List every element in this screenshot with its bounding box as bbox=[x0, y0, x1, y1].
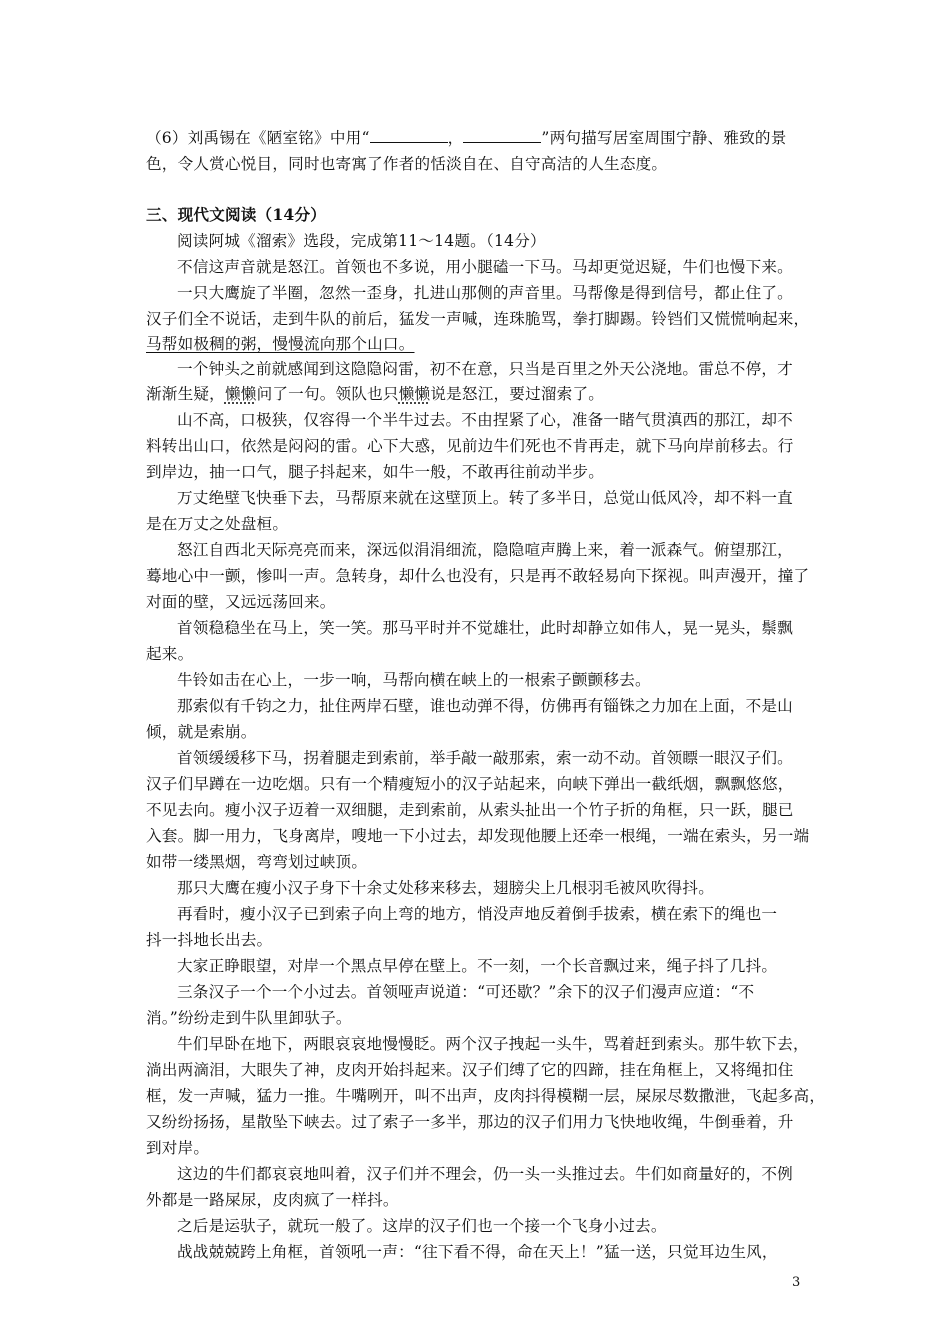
passage-line: 战战兢兢跨上角框，首领吼一声：“往下看不得，命在天上！”猛一送，只觉耳边生风， bbox=[177, 1243, 778, 1261]
passage-line: 外都是一路屎尿，皮肉疯了一样抖。 bbox=[146, 1191, 399, 1209]
passage-line: 首领稳稳坐在马上，笑一笑。那马平时并不觉雄壮，此时却静立如伟人，晃一晃头，鬃飘 bbox=[177, 619, 793, 637]
passage-line: 大家正睁眼望，对岸一个黑点早停在壁上。不一刻，一个长音飘过来，绳子抖了几抖。 bbox=[177, 957, 778, 975]
passage-line bbox=[146, 384, 604, 404]
passage-line: 这边的牛们都哀哀地叫着，汉子们并不理会，仍一头一头推过去。牛们如商量好的，不例 bbox=[177, 1165, 793, 1183]
emphasis-word: 懒懒 bbox=[398, 385, 431, 403]
q6-text-b: ”两句描写居室周围宁静、雅致的景 bbox=[541, 129, 787, 147]
passage-line: 如带一缕黑烟，弯弯划过峡顶。 bbox=[146, 853, 368, 871]
passage-line: 淌出两滴泪，大眼失了神，皮肉开始抖起来。汉子们缚了它的四蹄，挂在角框上，又将绳扣住 bbox=[146, 1061, 794, 1079]
question-6-line-2: 色，令人赏心悦目，同时也寄寓了作者的恬淡自在、自守高洁的人生态度。 bbox=[146, 155, 668, 173]
passage-line: 到对岸。 bbox=[146, 1139, 210, 1157]
emphasis-word: 懒懒 bbox=[224, 385, 257, 403]
passage-line: 一个钟头之前就感闻到这隐隐闷雷，初不在意，只当是百里之外天公浇地。雷总不停，才 bbox=[177, 360, 793, 378]
passage-line: 一只大鹰旋了半圈，忽然一歪身，扎进山那侧的声音里。马帮像是得到信号，都止住了。 bbox=[177, 284, 793, 302]
passage-line: 到岸边，抽一口气，腿子抖起来，如牛一般，不敢再往前动半步。 bbox=[146, 463, 605, 481]
passage-line: 不信这声音就是怒江。首领也不多说，用小腿磕一下马。马却更觉迟疑，牛们也慢下来。 bbox=[177, 258, 793, 276]
passage-line: 再看时，瘦小汉子已到索子向上弯的地方，悄没声地反着倒手拔索，横在索下的绳也一 bbox=[177, 905, 778, 923]
passage-line: 框，发一声喊，猛力一推。牛嘴咧开，叫不出声，皮肉抖得模糊一层，屎尿尽数撒泄，飞起多高， bbox=[146, 1087, 826, 1105]
passage-line: 牛铃如击在心上，一步一响，马帮向横在峡上的一根索子颤颤移去。 bbox=[177, 671, 651, 689]
passage-line: 不见去向。瘦小汉子迈着一双细腿，走到索前，从索头扯出一个竹子折的角框，只一跃，腿已 bbox=[146, 801, 794, 819]
passage-line: 怒江自西北天际亮亮而来，深远似涓涓细流，隐隐喧声腾上来，着一派森气。俯望那江， bbox=[177, 541, 793, 559]
answer-blank-2[interactable] bbox=[463, 128, 541, 143]
passage-line: 牛们早卧在地下，两眼哀哀地慢慢眨。两个汉子拽起一头牛，骂着赶到索头。那牛软下去， bbox=[177, 1035, 809, 1053]
section-title: 三、现代文阅读（14分） bbox=[146, 205, 327, 224]
passage-line: 山不高，口极狭，仅容得一个半牛过去。不由捏紧了心，准备一睹气贯滇西的那江，却不 bbox=[177, 411, 793, 429]
passage-line: 蓦地心中一颤，惨叫一声。急转身，却什么也没有，只是再不敢轻易向下探视。叫声漫开，撞了 bbox=[146, 567, 810, 585]
q6-separator: ， bbox=[447, 129, 464, 147]
passage-line: 料转出山口，依然是闷闷的雷。心下大惑，见前边牛们死也不肯再走，就下马向岸前移去。行 bbox=[146, 437, 794, 455]
page-number: 3 bbox=[792, 1275, 801, 1290]
q6-text-a: （6）刘禹锡在《陋室铭》中用“ bbox=[146, 129, 370, 147]
passage-line: 是在万丈之处盘桓。 bbox=[146, 515, 289, 533]
section-intro: 阅读阿城《溜索》选段，完成第11～14题。（14分） bbox=[177, 232, 546, 250]
passage-line: 汉子们全不说话，走到牛队的前后，猛发一声喊，连珠脆骂，拳打脚踢。铃铛们又慌慌响起来， bbox=[146, 310, 810, 328]
passage-line: 抖一抖地长出去。 bbox=[146, 931, 273, 949]
passage-line: 三条汉子一个一个小过去。首领哑声说道：“可还歇？”余下的汉子们漫声应道：“不 bbox=[177, 983, 755, 1001]
passage-line: 之后是运驮子，就玩一般了。这岸的汉子们也一个接一个飞身小过去。 bbox=[177, 1217, 667, 1235]
passage-line: 消。”纷纷走到牛队里卸驮子。 bbox=[146, 1009, 352, 1027]
passage-line: 首领缓缓移下马，拐着腿走到索前，举手敲一敲那索，索一动不动。首领瞟一眼汉子们。 bbox=[177, 749, 793, 767]
passage-line: 又纷纷扬扬，星散坠下峡去。过了索子一多半，那边的汉子们用力飞快地收绳，牛倒垂着，升 bbox=[146, 1113, 794, 1131]
passage-span: 渐渐生疑， bbox=[146, 385, 225, 403]
passage-line: 对面的壁，又远远荡回来。 bbox=[146, 593, 336, 611]
passage-line: 那索似有千钧之力，扯住两岸石壁，谁也动弹不得，仿佛再有锱铢之力加在上面，不是山 bbox=[177, 697, 793, 715]
passage-span: 问了一句。领队也只 bbox=[256, 385, 399, 403]
answer-blank-1[interactable] bbox=[370, 128, 448, 143]
passage-span: 说是怒江，要过溜索了。 bbox=[430, 385, 605, 403]
passage-line: 万丈绝壁飞快垂下去，马帮原来就在这壁顶上。转了多半日，总觉山低风冷，却不料一直 bbox=[177, 489, 793, 507]
passage-line: 汉子们早蹲在一边吃烟。只有一个精瘦短小的汉子站起来，向峡下弹出一截纸烟，飘飘悠悠， bbox=[146, 775, 794, 793]
passage-line: 那只大鹰在瘦小汉子身下十余丈处移来移去，翅膀尖上几根羽毛被风吹得抖。 bbox=[177, 879, 714, 897]
passage-line: 入套。脚一用力，飞身离岸，嗖地一下小过去，却发现他腰上还牵一根绳，一端在索头，另一端 bbox=[146, 827, 810, 845]
passage-line: 起来。 bbox=[146, 645, 194, 663]
passage-line-underlined: 马帮如极稠的粥，慢慢流向那个山口。 bbox=[146, 335, 415, 353]
question-6-line-1 bbox=[146, 128, 787, 148]
passage-line: 倾，就是索崩。 bbox=[146, 723, 257, 741]
